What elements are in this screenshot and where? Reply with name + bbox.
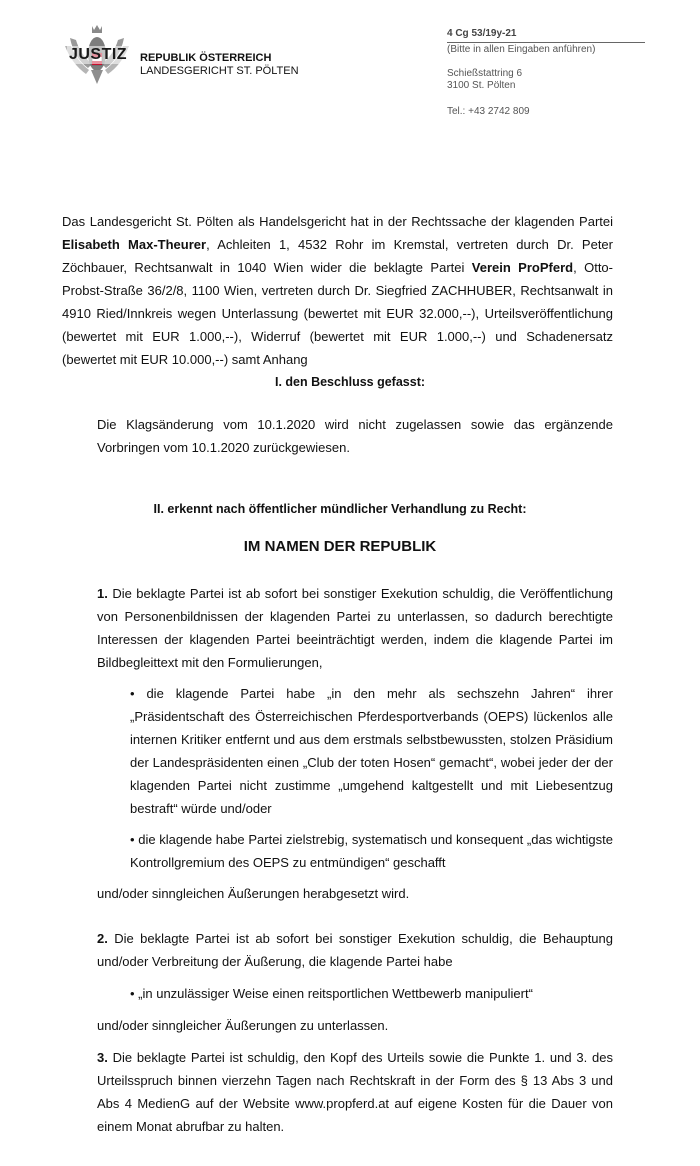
point-2-bullet-1: • „in unzulässiger Weise einen reitsportlichen Wettbewerb manipuliert“ (130, 986, 533, 1001)
court-city: 3100 St. Pölten (447, 80, 516, 91)
court-name: LANDESGERICHT ST. PÖLTEN (140, 65, 299, 77)
country-name: REPUBLIK ÖSTERREICH (140, 52, 272, 64)
point-2-closing: und/oder sinngleicher Äußerungen zu unterlassen. (97, 1018, 389, 1033)
plaintiff-name: Elisabeth Max-Theurer (62, 237, 207, 252)
point-2-text: Die beklagte Partei ist ab sofort bei sonstiger Exekution schuldig, die Behauptung und/oder Verbreitung der Äußerung, die klagende Partei habe (97, 931, 613, 969)
case-number-hint: (Bitte in allen Eingaben anführen) (447, 44, 596, 55)
section-1-text: Die Klagsänderung vom 10.1.2020 wird nicht zugelassen sowie das ergänzende Vorbringen vom 10.1.2020 zurückgewiesen. (97, 417, 613, 455)
point-2-number: 2. (97, 931, 108, 946)
intro-text-2: , Achleiten 1, 4532 Rohr im Kremstal, vertreten durch Dr. Peter Zöchbauer, Rechtsanwalt in 1040 Wien wider die beklagte Partei (62, 237, 613, 275)
court-name-block (140, 52, 299, 78)
point-1-paragraph (97, 582, 613, 674)
case-number-divider (447, 42, 645, 43)
point-3-paragraph (97, 1046, 613, 1138)
judgment-title: IM NAMEN DER REPUBLIK (243, 538, 437, 555)
logo-text: JUSTIZ (68, 46, 128, 63)
case-number: 4 Cg 53/19y-21 (447, 28, 517, 39)
justiz-logo (62, 24, 132, 86)
section-2-heading: II. erkennt nach öffentlicher mündlicher Verhandlung zu Recht: (153, 502, 527, 516)
intro-text-3: , Otto-Probst-Straße 36/2/8, 1100 Wien, vertreten durch Dr. Siegfried ZACHHUBER, Rechtsanwalt in 4910 Ried/Innkreis wegen Unterlassung (bewertet mit EUR 32.000,--), Urteilsveröffentlichung (bewertet mit EUR 1.000,--), Widerruf (bewertet mit EUR 1.000,--) und Schadenersatz (bewertet mit EUR 10.000,--) samt Anhang (62, 260, 613, 367)
case-meta-block (447, 28, 645, 117)
point-1-text: Die beklagte Partei ist ab sofort bei sonstiger Exekution schuldig, die Veröffentlichung von Personenbildnissen der klagenden Partei zu unterlassen, so dadurch berechtigte Interessen der klagenden Partei beeinträchtigt werden, indem die klagende Partei im Bildbegleittext mit den Formulierungen, (97, 586, 613, 670)
court-phone: Tel.: +43 2742 809 (447, 106, 530, 117)
point-1-number: 1. (97, 586, 108, 601)
point-1-closing: und/oder sinngleichen Äußerungen herabgesetzt wird. (97, 886, 410, 901)
point-2-paragraph (97, 927, 613, 973)
intro-text-1: Das Landesgericht St. Pölten als Handelsgericht hat in der Rechtssache der klagenden Partei (62, 214, 613, 229)
court-street: Schießstattring 6 (447, 68, 523, 79)
intro-paragraph (62, 210, 613, 371)
point-1-bullet-2: • die klagende habe Partei zielstrebig, systematisch und konsequent „das wichtigste Kontrollgremium des OEPS zu entmündigen“ geschafft (130, 832, 613, 870)
point-3-number: 3. (97, 1050, 108, 1065)
point-3-text: Die beklagte Partei ist schuldig, den Kopf des Urteils sowie die Punkte 1. und 3. des Urteilsspruch binnen vierzehn Tagen nach Rechtskraft in der Form des § 13 Abs 3 und Abs 4 MedienG auf der Website www.propferd.at auf eigene Kosten für die Dauer von einem Monat abrufbar zu halten. (97, 1050, 613, 1134)
court-address (447, 68, 645, 92)
defendant-name: Verein ProPferd (471, 260, 574, 275)
section-1-heading: I. den Beschluss gefasst: (274, 375, 426, 389)
point-1-bullet-1: • die klagende Partei habe „in den mehr als sechszehn Jahren“ ihrer „Präsidentschaft des Österreichischen Pferdesportverbands (OEPS) lückenlos alle internen Kritiker entfernt und aus dem erstmals selbstbewussten, stolzen Präsidium der Landespräsidenten einen „Club der toten Hosen“ gemacht“, wobei jeder der der klagenden Partei nicht zustimme „umgehend kaltgestellt und mit Liebesentzug bestraft“ würde und/oder (130, 686, 613, 816)
